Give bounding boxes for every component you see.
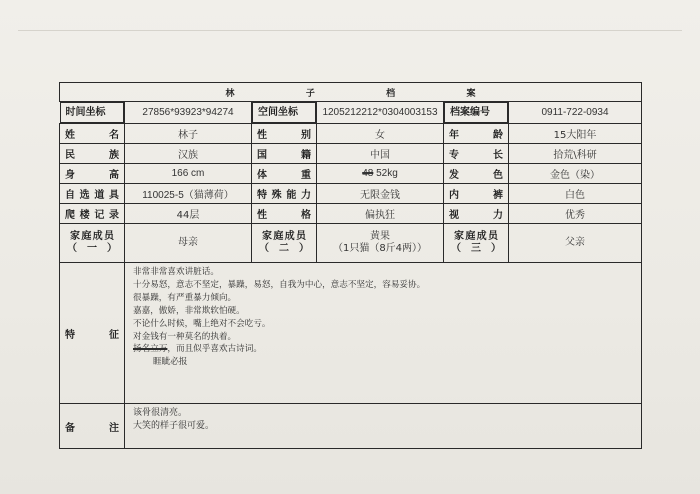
label-climb-record: [60, 204, 125, 224]
value-climb-record: 44层: [125, 204, 252, 224]
label-char: 格: [301, 210, 311, 221]
label-char: 特: [257, 190, 267, 201]
label-gender: [252, 124, 317, 144]
label-char: 色: [493, 170, 503, 181]
label-age: [444, 124, 509, 144]
label-char: 道: [94, 190, 105, 201]
row-height: [60, 164, 642, 184]
label-char: 殊: [271, 190, 282, 201]
row-climb: [60, 204, 642, 224]
label-char: 民: [65, 150, 75, 161]
trait-line: 不论什么时候，嘴上绝对不会吃亏。: [133, 318, 271, 329]
label-char: 力: [493, 210, 503, 221]
trait-line: 非常非常喜欢讲脏话。: [133, 267, 219, 277]
label-char: 发: [449, 170, 459, 181]
label-file-number: 档案编号: [444, 102, 508, 123]
value-underwear: 白色: [509, 184, 642, 204]
label-char: 爬: [65, 210, 75, 221]
value-family-3: 父亲: [509, 224, 642, 263]
value-family-1: 母亲: [125, 224, 252, 263]
label-char: 员: [487, 231, 498, 242]
label-char: 自: [65, 190, 75, 201]
profile-form-table: [59, 82, 642, 449]
value-gender: 女: [317, 124, 444, 144]
value-time-coordinate: 27856*93923*94274: [125, 102, 252, 124]
row-name: [60, 124, 642, 144]
label-char: 内: [449, 190, 459, 201]
label-traits: 特 征: [60, 263, 125, 404]
row-ethnicity: [60, 144, 642, 164]
label-char: 高: [109, 170, 119, 181]
trait-line: 扬名立万，而且似乎喜欢古诗词。: [133, 344, 262, 355]
value-nationality: 中国: [317, 144, 444, 164]
label-char: 专: [449, 150, 459, 161]
value-height: 166 cm: [125, 164, 252, 184]
label-eyesight: [444, 204, 509, 224]
label-char: 庭: [465, 231, 476, 242]
value-personality: 偏执狂: [317, 204, 444, 224]
label-char: 别: [301, 130, 311, 141]
label-char: 姓: [65, 130, 75, 141]
label-char: 具: [108, 190, 119, 201]
label-char: 记: [94, 210, 105, 221]
label-char: 员: [295, 231, 306, 242]
label-char: 录: [108, 210, 119, 221]
label-family-1: 家 庭 成 员 （ 一 ）: [60, 224, 125, 263]
value-weight: [317, 164, 444, 184]
label-family-3: 家 庭 成 员 （ 三 ）: [444, 224, 509, 263]
label-char: 视: [449, 210, 459, 221]
label-char: 成: [476, 231, 487, 242]
label-time-coordinate: 时间坐标: [60, 102, 125, 123]
note-line: 该骨很清亮。: [133, 408, 188, 418]
label-char: 性: [257, 210, 267, 221]
label-char: 选: [79, 190, 90, 201]
label-nationality: [252, 144, 317, 164]
label-char: 力: [300, 190, 311, 201]
label-char: 籍: [301, 150, 311, 161]
label-char: 庭: [81, 231, 92, 242]
label-char: 成: [284, 231, 295, 242]
trait-line: 睚眦必报: [153, 357, 188, 368]
label-char: 家: [70, 231, 80, 242]
label-underwear: [444, 184, 509, 204]
trait-struck-text: 扬名立万: [133, 344, 168, 355]
value-space-coordinate: 1205212212*0304003153: [317, 102, 444, 124]
value-age: 15大阳年: [509, 124, 642, 144]
value-eyesight: 优秀: [509, 204, 642, 224]
label-specialty: [444, 144, 509, 164]
label-notes: 备 注: [60, 404, 125, 449]
label-char: 家: [262, 231, 272, 242]
paper-fold-line: [18, 30, 682, 31]
trait-line: 对金钱有一种莫名的执着。: [133, 331, 237, 342]
label-char: 重: [301, 170, 311, 181]
label-char: 裤: [493, 190, 503, 201]
row-family: [60, 224, 642, 263]
trait-line: 嘉嘉，傲娇，非常欺软怕硬。: [133, 305, 245, 316]
label-special-ability: [252, 184, 317, 204]
label-family-2: 家 庭 成 员 （ 二 ）: [252, 224, 317, 263]
row-traits: [60, 263, 642, 404]
label-char: 员: [103, 231, 114, 242]
label-ethnicity: [60, 144, 125, 164]
weight-value: 52kg: [376, 168, 398, 179]
trait-line: 很暴躁，有严重暴力倾向。: [133, 292, 237, 303]
label-char: 家: [454, 231, 464, 242]
value-hair-color: 金色（染）: [509, 164, 642, 184]
value-file-number: 0911-722-0934: [509, 102, 642, 124]
value-ethnicity: 汉族: [125, 144, 252, 164]
form-title: 林 子 档 案: [60, 83, 642, 102]
label-char: 体: [257, 170, 267, 181]
label-char: 成: [92, 231, 103, 242]
label-char: 身: [65, 170, 75, 181]
label-weight: [252, 164, 317, 184]
row-coordinates: [60, 102, 642, 124]
label-space-coordinate: 空间坐标: [252, 102, 316, 123]
value-specialty: 拾荒\科研: [509, 144, 642, 164]
note-line: 大笑的样子很可爱。: [133, 421, 215, 431]
label-char: 族: [109, 150, 119, 161]
label-char: 性: [257, 130, 267, 141]
label-char: 名: [109, 130, 119, 141]
label-char: 庭: [273, 231, 284, 242]
label-chosen-item: [60, 184, 125, 204]
label-hair-color: [444, 164, 509, 184]
weight-struck-value: 48: [362, 168, 374, 179]
value-name: 林子: [125, 124, 252, 144]
row-notes: [60, 404, 642, 449]
title-row: [60, 83, 642, 102]
label-char: 能: [286, 190, 297, 201]
label-char: 国: [257, 150, 267, 161]
label-name: [60, 124, 125, 144]
label-char: 楼: [79, 210, 90, 221]
trait-line: 十分易怒，意志不坚定，暴躁，易怒，自我为中心，意志不坚定，容易妥协。: [133, 279, 426, 290]
label-personality: [252, 204, 317, 224]
label-char: 长: [493, 150, 503, 161]
value-chosen-item: 110025-5（猫薄荷）: [125, 184, 252, 204]
value-special-ability: 无限金钱: [317, 184, 444, 204]
label-char: 龄: [493, 130, 503, 141]
label-char: 年: [449, 130, 459, 141]
notes-content: [125, 404, 642, 449]
row-item: [60, 184, 642, 204]
traits-content: [125, 263, 642, 404]
label-height: [60, 164, 125, 184]
value-family-2: 黄果 （1只猫（8斤4两））: [317, 224, 444, 263]
